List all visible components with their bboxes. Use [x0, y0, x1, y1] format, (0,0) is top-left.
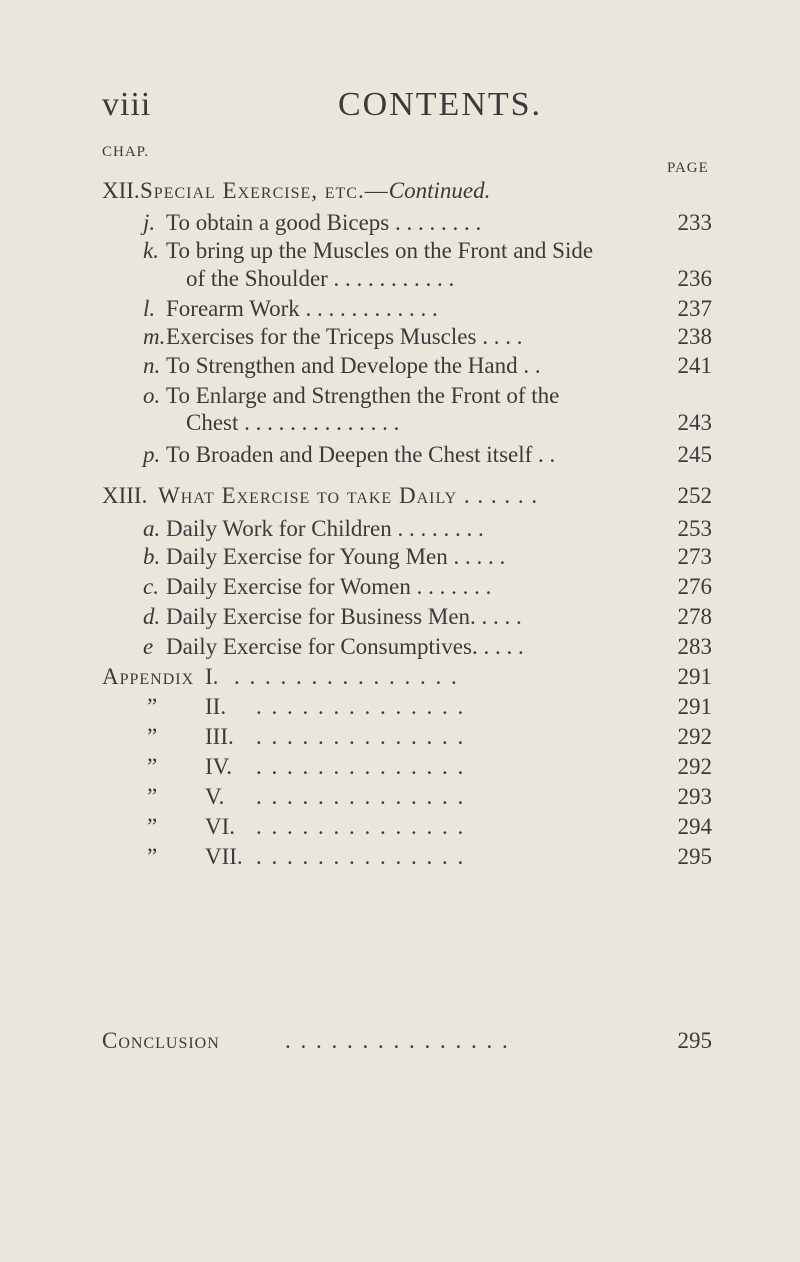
appendix-entry [0, 754, 800, 782]
toc-entry [0, 574, 800, 602]
entry-text: Forearm Work . . . . . . . . . . . . [166, 296, 438, 321]
toc-entry [0, 516, 800, 544]
entry-text: Daily Exercise for Women . . . . . . . [166, 574, 492, 599]
entry-letter: j. [143, 210, 156, 235]
leader-dots: . . . . . . . . . . . . . . [256, 814, 466, 839]
page-number: viii [102, 86, 152, 123]
toc-entry [0, 604, 800, 632]
page-ref: 292 [677, 754, 712, 779]
toc-entry [0, 238, 800, 266]
entry-text: Daily Exercise for Young Men . . . . . [166, 544, 506, 569]
entry-letter: m. [143, 324, 166, 349]
entry-text: of the Shoulder . . . . . . . . . . . [186, 266, 455, 291]
appendix-numeral: II. [205, 694, 227, 719]
entry-letter: c. [143, 574, 159, 599]
entry-text: Daily Work for Children . . . . . . . . [166, 516, 484, 541]
chapter-xii-heading [0, 178, 800, 206]
entry-text: To bring up the Muscles on the Front and Side [166, 238, 594, 263]
leader-dots: . . . . . . . . . . . . . . [256, 844, 466, 869]
page-ref: 294 [677, 814, 712, 839]
page-ref: 273 [677, 544, 712, 569]
leader-dots: . . . . . . . . . . . . . . . [234, 664, 459, 689]
appendix-numeral: I. [205, 664, 219, 689]
page-ref: 278 [677, 604, 712, 629]
entry-text: Exercises for the Triceps Muscles . . . . [166, 324, 523, 349]
toc-entry [0, 210, 800, 238]
toc-entry [0, 266, 800, 294]
entry-letter: e [143, 634, 154, 659]
entry-letter: d. [143, 604, 161, 629]
entry-letter: a. [143, 516, 161, 541]
ditto-mark: ” [147, 814, 158, 839]
leader-dots: . . . . . . . . . . . . . . . [285, 1028, 510, 1053]
entry-letter: b. [143, 544, 161, 569]
page-ref: 236 [677, 266, 712, 291]
page-ref: 245 [677, 442, 712, 467]
entry-text: To Strengthen and Develope the Hand . . [166, 353, 541, 378]
toc-entry [0, 324, 800, 352]
toc-entry [0, 634, 800, 662]
entry-letter: n. [143, 353, 161, 378]
toc-entry [0, 410, 800, 438]
chapter-title: Special Exercise, etc.— [140, 178, 389, 203]
toc-entry [0, 442, 800, 470]
entry-text: To obtain a good Biceps . . . . . . . . [166, 210, 482, 235]
ditto-mark: ” [147, 784, 158, 809]
toc-entry [0, 383, 800, 411]
appendix-numeral: III. [205, 724, 234, 749]
chapter-number: XIII. [102, 483, 148, 508]
entry-text: Chest . . . . . . . . . . . . . . [186, 410, 400, 435]
leader-dots: . . . . . . . . . . . . . . [256, 724, 466, 749]
page-ref: 241 [677, 353, 712, 378]
appendix-entry [0, 724, 800, 752]
appendix-numeral: V. [205, 784, 225, 809]
conclusion-label: Conclusion [102, 1028, 220, 1053]
appendix-label: Appendix [102, 664, 195, 689]
ditto-mark: ” [147, 844, 158, 869]
page-ref: 276 [677, 574, 712, 599]
ditto-mark: ” [147, 724, 158, 749]
entry-letter: l. [143, 296, 156, 321]
page-ref: 291 [677, 664, 712, 689]
chap-label: CHAP. [102, 144, 150, 160]
page-ref: 243 [677, 410, 712, 435]
chapter-title: What Exercise to take Daily . . . . . . [158, 483, 539, 508]
toc-entry [0, 296, 800, 324]
entry-letter: o. [143, 383, 161, 408]
leader-dots: . . . . . . . . . . . . . . [256, 784, 466, 809]
continued-label: Continued. [388, 178, 491, 203]
entry-letter: p. [143, 442, 161, 467]
page-ref: 295 [677, 1028, 712, 1053]
appendix-entry [0, 814, 800, 842]
toc-entry [0, 544, 800, 572]
page-ref: 237 [677, 296, 712, 321]
ditto-mark: ” [147, 754, 158, 779]
page-ref: 252 [677, 483, 712, 508]
chapter-xiii-heading [0, 483, 800, 511]
toc-entry [0, 353, 800, 381]
page-column-label: PAGE [667, 160, 709, 176]
entry-letter: k. [143, 238, 159, 263]
page-ref: 293 [677, 784, 712, 809]
appendix-numeral: IV. [205, 754, 233, 779]
appendix-entry [0, 664, 800, 692]
page-ref: 292 [677, 724, 712, 749]
page-ref: 238 [677, 324, 712, 349]
page-ref: 291 [677, 694, 712, 719]
appendix-numeral: VII. [205, 844, 243, 869]
appendix-entry [0, 844, 800, 872]
entry-text: Daily Exercise for Consumptives. . . . . [166, 634, 524, 659]
appendix-numeral: VI. [205, 814, 236, 839]
chapter-number: XII. [102, 178, 140, 203]
leader-dots: . . . . . . . . . . . . . . [256, 754, 466, 779]
entry-text: To Enlarge and Strengthen the Front of the [166, 383, 560, 408]
running-title: CONTENTS. [338, 86, 543, 123]
appendix-entry [0, 694, 800, 722]
leader-dots: . . . . . . . . . . . . . . [256, 694, 466, 719]
page-ref: 295 [677, 844, 712, 869]
page-ref: 283 [677, 634, 712, 659]
entry-text: Daily Exercise for Business Men. . . . . [166, 604, 522, 629]
ditto-mark: ” [147, 694, 158, 719]
page-ref: 233 [677, 210, 712, 235]
appendix-entry [0, 784, 800, 812]
conclusion-row [0, 1028, 800, 1056]
entry-text: To Broaden and Deepen the Chest itself . . [166, 442, 556, 467]
page-ref: 253 [677, 516, 712, 541]
